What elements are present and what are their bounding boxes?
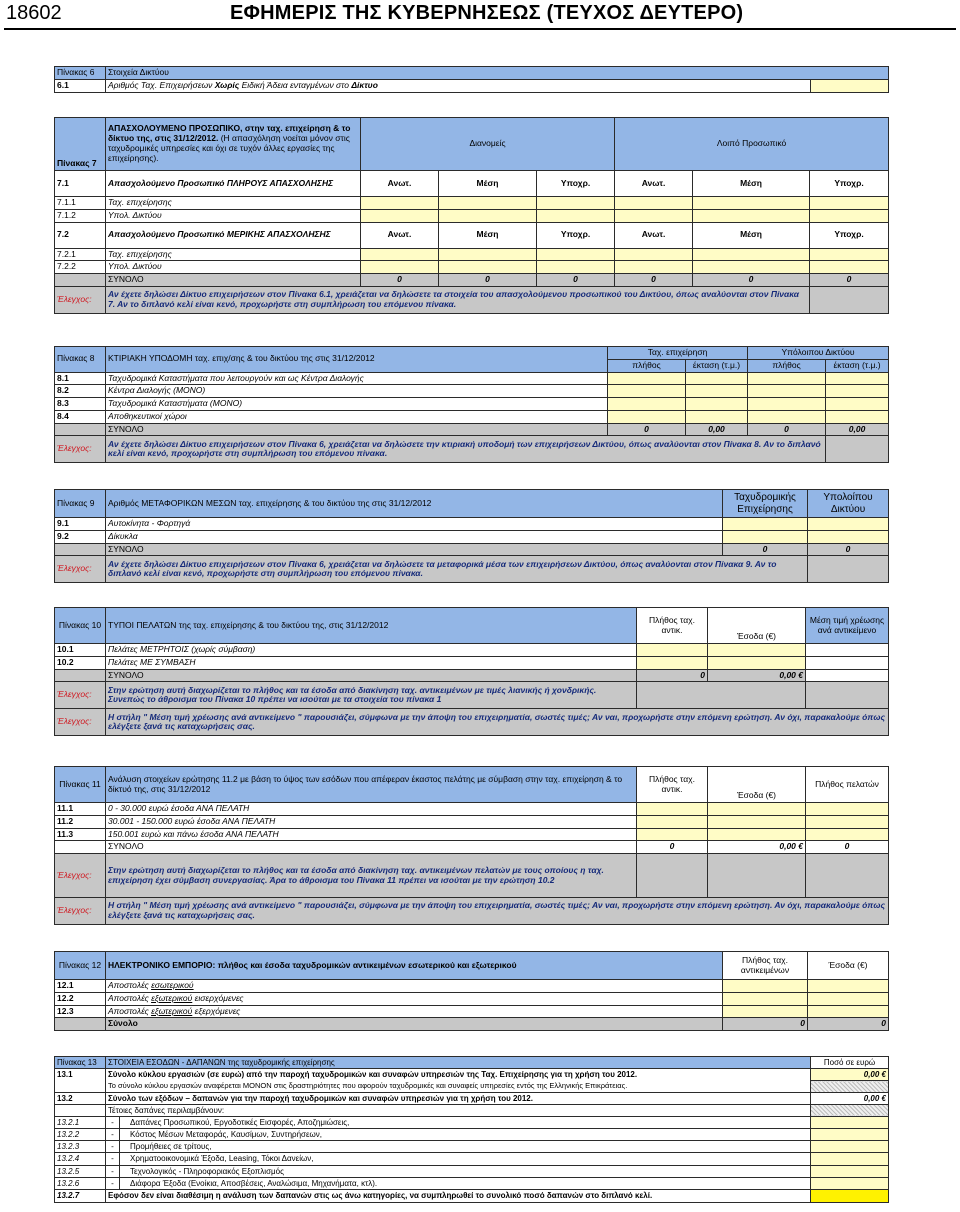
- row-number: 13.2.5: [55, 1165, 106, 1177]
- table-row: [55, 1153, 889, 1165]
- row-note: Το σύνολο κύκλου εργασιών αναφέρεται ΜΟΝΟΝ στις δραστηριότητες που αφορούν ταχυδρομικές και συναφείς υπηρεσίες εντός της Ελληνικής Επικράτειας.: [106, 1081, 811, 1092]
- check-label: Έλεγχος:: [55, 286, 106, 313]
- total-row: [55, 1018, 889, 1031]
- input-cell[interactable]: [811, 80, 889, 93]
- group-couriers: Διανομείς: [361, 118, 615, 171]
- total-value: 0: [748, 423, 826, 436]
- table-row: [55, 828, 889, 841]
- row-label: Δίκυκλα: [106, 530, 723, 543]
- row-dash: -: [106, 1129, 120, 1141]
- table-13-title: ΣΤΟΙΧΕΙΑ ΕΣΟΔΩΝ - ΔΑΠΑΝΩΝ της ταχυδρομικής επιχείρησης: [106, 1057, 811, 1069]
- input-cell[interactable]: [637, 828, 708, 841]
- check-label: Έλεγχος:: [55, 854, 106, 898]
- group-company: Ταχ. επιχείρηση: [608, 347, 748, 360]
- col-header: Υποχρ.: [810, 222, 889, 248]
- input-cell[interactable]: [810, 261, 889, 274]
- input-cell[interactable]: [806, 815, 889, 828]
- check-text: Στην ερώτηση αυτή διαχωρίζεται το πλήθος και τα έσοδα από διακίνηση ταχ. αντικειμένων με τιμές λιανικής ή χονδρικής. Συνεπώς το άθροισμα του Πίνακα 10 πρέπει να ισούται με τα στοιχεία του πίνακα 1: [106, 682, 637, 709]
- table-row: [55, 1177, 889, 1189]
- input-cell[interactable]: [686, 410, 748, 423]
- input-cell[interactable]: [708, 644, 806, 657]
- table-9: [54, 489, 889, 583]
- row-label: Υπολ. Δικτύου: [106, 261, 361, 274]
- table-row: [55, 656, 889, 669]
- computed-cell: [806, 644, 889, 657]
- input-cell[interactable]: [608, 385, 686, 398]
- table-row: [55, 261, 889, 274]
- col-header: Υποχρ.: [810, 171, 889, 197]
- row-label: Απασχολούμενο Προσωπικό ΠΛΗΡΟΥΣ ΑΠΑΣΧΟΛΗΣΗΣ: [106, 171, 361, 197]
- input-cell[interactable]: [637, 644, 708, 657]
- input-cell[interactable]: [615, 248, 693, 261]
- input-cell[interactable]: [748, 385, 826, 398]
- col-header: Ανωτ.: [615, 171, 693, 197]
- table-row: [55, 209, 889, 222]
- table-6-title: Στοιχεία Δικτύου: [106, 67, 889, 80]
- total-value: 0: [537, 274, 615, 287]
- check-row: [55, 436, 889, 463]
- col-header: πλήθος: [748, 359, 826, 372]
- row-label: Αποστολές εξωτερικού εισερχόμενες: [106, 992, 723, 1005]
- input-cell[interactable]: [826, 385, 889, 398]
- input-cell[interactable]: [439, 261, 537, 274]
- input-cell[interactable]: [826, 410, 889, 423]
- input-cell[interactable]: [808, 980, 889, 993]
- input-cell[interactable]: [537, 248, 615, 261]
- col-header: Πλήθος πελατών: [806, 767, 889, 803]
- check-result-cell: [806, 854, 889, 898]
- col-header: Έσοδα (€): [708, 608, 806, 644]
- col-header: Έσοδα (€): [808, 952, 889, 980]
- row-label: Υπολ. Δικτύου: [106, 209, 361, 222]
- input-cell[interactable]: [708, 803, 806, 816]
- input-cell[interactable]: [748, 372, 826, 385]
- amount-cell: 0,00 €: [811, 1092, 889, 1104]
- hatched-cell: [811, 1104, 889, 1116]
- table-8-label: Πίνακας 8: [55, 347, 106, 373]
- row-label: Αποστολές εξωτερικού εξερχόμενες: [106, 1005, 723, 1018]
- check-row: [55, 682, 889, 709]
- input-cell[interactable]: [811, 1177, 889, 1189]
- input-cell[interactable]: [361, 209, 439, 222]
- input-cell[interactable]: [693, 197, 810, 210]
- row-label: Σύνολο κύκλου εργασιών (σε ευρώ) από την παροχή ταχυδρομικών και συναφών υπηρεσιών της Ταχ. Επιχείρησης για τη χρήση του 2012.: [106, 1069, 811, 1081]
- row-number: 11.2: [55, 815, 106, 828]
- input-cell[interactable]: [537, 261, 615, 274]
- input-cell[interactable]: [361, 197, 439, 210]
- table-row: [55, 385, 889, 398]
- row-number: 8.1: [55, 372, 106, 385]
- input-cell[interactable]: [686, 385, 748, 398]
- table-12: [54, 951, 889, 1031]
- table-11-label: Πίνακας 11: [55, 767, 106, 803]
- input-cell[interactable]: [810, 248, 889, 261]
- row-number: 12.1: [55, 980, 106, 993]
- group-other-staff: Λοιπό Προσωπικό: [615, 118, 889, 171]
- input-cell[interactable]: [723, 530, 808, 543]
- row-number: 10.2: [55, 656, 106, 669]
- row-label: Κόστος Μέσων Μεταφοράς, Καυσίμων, Συντηρήσεων,: [120, 1129, 811, 1141]
- col-header: Μέση: [693, 171, 810, 197]
- input-cell[interactable]: [811, 1141, 889, 1153]
- total-row: [55, 543, 889, 556]
- total-label: ΣΥΝΟΛΟ: [106, 543, 723, 556]
- input-cell[interactable]: [537, 209, 615, 222]
- row-number: 7.2.1: [55, 248, 106, 261]
- table-9-label: Πίνακας 9: [55, 490, 106, 518]
- table-row: [55, 980, 889, 993]
- input-cell[interactable]: [723, 518, 808, 531]
- col-header: έκταση (τ.μ.): [686, 359, 748, 372]
- table-10-label: Πίνακας 10: [55, 608, 106, 644]
- check-result-cell: [806, 682, 889, 709]
- total-value: 0: [637, 841, 708, 854]
- row-number: 7.1: [55, 171, 106, 197]
- table-row: [55, 992, 889, 1005]
- total-value: 0: [439, 274, 537, 287]
- check-label: Έλεγχος:: [55, 709, 106, 736]
- table-11-title: Ανάλυση στοιχείων ερώτησης 11.2 με βάση το ύψος των εσόδων που απέφεραν έκαστος πελάτης με σύμβαση στην ταχ. επιχείρηση & το δίκτυό της, στις 31/12/2012: [106, 767, 637, 803]
- group-network: Υπόλοιπου Δικτύου: [748, 347, 889, 360]
- total-value: 0: [693, 274, 810, 287]
- table-row: [55, 530, 889, 543]
- table-row: [55, 803, 889, 816]
- input-cell[interactable]: [693, 248, 810, 261]
- input-cell[interactable]: [810, 197, 889, 210]
- check-result-cell: [637, 682, 806, 709]
- row-number: 13.2.2: [55, 1129, 106, 1141]
- check-label: Έλεγχος:: [55, 682, 106, 709]
- input-cell[interactable]: [806, 828, 889, 841]
- total-row: [55, 274, 889, 287]
- header-rule: [4, 28, 956, 30]
- col-header: Υποχρ.: [537, 222, 615, 248]
- check-text: Στην ερώτηση αυτή διαχωρίζεται το πλήθος και τα έσοδα από διακίνηση ταχ. αντικειμένων πελατών με τους οποίους η ταχ. επιχείρηση έχει σύμβαση συνεργασίας. Άρα το άθροισμα του Πίνακα 11 πρέπει να ισούται με την ερώτηση 10.2: [106, 854, 637, 898]
- check-label: Έλεγχος:: [55, 898, 106, 925]
- row-label: Σύνολο των εξόδων – δαπανών για την παροχή ταχυδρομικών και συναφών υπηρεσιών για τη χρήση του 2012.: [106, 1092, 811, 1104]
- input-cell[interactable]: [615, 197, 693, 210]
- row-number: 13.2.1: [55, 1116, 106, 1128]
- table-row: [55, 1116, 889, 1128]
- col-header: Ανωτ.: [361, 222, 439, 248]
- input-cell[interactable]: [826, 398, 889, 411]
- row-dash: -: [106, 1165, 120, 1177]
- check-text: Αν έχετε δηλώσει Δίκτυο επιχειρήσεων στον Πίνακα 6.1, χρειάζεται να δηλώσετε τα στοιχεία του απασχολούμενου προσωπικού του Δικτύου, όπως αναλύονται στον Πίνακα 7. Αν το διπλανό κελί είναι κενό, προχωρήστε στη συμπλήρωση του επόμενου πίνακα.: [106, 286, 810, 313]
- check-row: [55, 898, 889, 925]
- amount-cell[interactable]: 0,00 €: [811, 1069, 889, 1081]
- row-number: 8.2: [55, 385, 106, 398]
- input-cell[interactable]: [686, 398, 748, 411]
- input-cell[interactable]: [708, 815, 806, 828]
- row-number: 10.1: [55, 644, 106, 657]
- col-header: Ταχυδρομικής Επιχείρησης: [723, 490, 808, 518]
- row-label: Ταχ. επιχείρησης: [106, 248, 361, 261]
- table-7-title: ΑΠΑΣΧΟΛΟΥΜΕΝΟ ΠΡΟΣΩΠΙΚΟ, στην ταχ. επιχείρηση & το δίκτυο της, στις 31/12/2012. (Η απασχόληση νοείται μόνον στις ταχυδρομικές υπηρεσίες και όχι σε τυχόν άλλες εργασίες της επιχείρησης).: [106, 118, 361, 171]
- table-row: [55, 197, 889, 210]
- check-result-cell: [637, 854, 708, 898]
- table-row: [55, 1190, 889, 1203]
- table-11: [54, 766, 889, 925]
- row-number: 8.4: [55, 410, 106, 423]
- row-number: 7.1.2: [55, 209, 106, 222]
- col-header: Έσοδα (€): [708, 767, 806, 803]
- table-row: [55, 644, 889, 657]
- check-result-cell: [708, 854, 806, 898]
- check-row: [55, 556, 889, 583]
- check-label: Έλεγχος:: [55, 556, 106, 583]
- input-cell[interactable]: [808, 530, 889, 543]
- table-row: [55, 398, 889, 411]
- input-cell[interactable]: [808, 1005, 889, 1018]
- row-label: Προμήθειες σε τρίτους,: [120, 1141, 811, 1153]
- total-value: 0: [723, 543, 808, 556]
- total-value: 0: [615, 274, 693, 287]
- col-header: Ποσό σε ευρώ: [811, 1057, 889, 1069]
- row-label: Εφόσον δεν είναι διαθέσιμη η ανάλυση των δαπανών στις ως άνω κατηγορίες, να συμπληρωθεί το συνολικό ποσό δαπανών στο διπλανό κελί.: [106, 1190, 811, 1203]
- total-row: [55, 841, 889, 854]
- total-value: 0: [637, 669, 708, 682]
- row-number: 13.2: [55, 1092, 106, 1104]
- input-cell[interactable]: [361, 248, 439, 261]
- total-value: 0: [810, 274, 889, 287]
- input-cell[interactable]: [723, 992, 808, 1005]
- input-cell[interactable]: [811, 1190, 889, 1203]
- col-header: Πλήθος ταχ. αντικ.: [637, 608, 708, 644]
- row-label: 150.001 ευρώ και πάνω έσοδα ΑΝΑ ΠΕΛΑΤΗ: [106, 828, 637, 841]
- input-cell[interactable]: [361, 261, 439, 274]
- table-12-title: ΗΛΕΚΤΡΟΝΙΚΟ ΕΜΠΟΡΙΟ: πλήθος και έσοδα ταχυδρομικών αντικειμένων εσωτερικού και εξωτερικού: [106, 952, 723, 980]
- input-cell[interactable]: [810, 209, 889, 222]
- page-title: ΕΦΗΜΕΡΙΣ ΤΗΣ ΚΥΒΕΡΝΗΣΕΩΣ (ΤΕΥΧΟΣ ΔΕΥΤΕΡΟ): [230, 2, 744, 24]
- table-9-title: Αριθμός ΜΕΤΑΦΟΡΙΚΩΝ ΜΕΣΩΝ ταχ. επιχείρησης & του δικτύου της στις 31/12/2012: [106, 490, 723, 518]
- table-8: [54, 346, 889, 463]
- col-header: Πλήθος ταχ. αντικ.: [637, 767, 708, 803]
- col-header: Μέση τιμή χρέωσης ανά αντικείμενο: [806, 608, 889, 644]
- row-number: 9.1: [55, 518, 106, 531]
- input-cell[interactable]: [637, 803, 708, 816]
- check-row: [55, 709, 889, 736]
- total-value: 0: [808, 543, 889, 556]
- input-cell[interactable]: [439, 248, 537, 261]
- total-label: Σύνολο: [106, 1018, 723, 1031]
- table-row: [55, 518, 889, 531]
- input-cell[interactable]: [537, 197, 615, 210]
- check-result-cell: [810, 286, 889, 313]
- input-cell[interactable]: [608, 410, 686, 423]
- total-row: [55, 423, 889, 436]
- row-dash: -: [106, 1153, 120, 1165]
- input-cell[interactable]: [693, 209, 810, 222]
- input-cell[interactable]: [723, 980, 808, 993]
- col-header: έκταση (τ.μ.): [826, 359, 889, 372]
- row-label: Κέντρα Διαλογής (ΜΟΝΟ): [106, 385, 608, 398]
- row-label: Δαπάνες Προσωπικού, Εργοδοτικές Εισφορές, Αποζημιώσεις,: [120, 1116, 811, 1128]
- input-cell[interactable]: [708, 828, 806, 841]
- total-value: 0,00 €: [708, 841, 806, 854]
- input-cell[interactable]: [826, 372, 889, 385]
- table-10-title: ΤΥΠΟΙ ΠΕΛΑΤΩΝ της ταχ. επιχείρησης & του δικτύου της, στις 31/12/2012: [106, 608, 637, 644]
- row-label: Αυτοκίνητα - Φορτηγά: [106, 518, 723, 531]
- total-value: 0,00 €: [708, 669, 806, 682]
- input-cell[interactable]: [748, 410, 826, 423]
- table-row: [55, 410, 889, 423]
- table-8-title: ΚΤΙΡΙΑΚΗ ΥΠΟΔΟΜΗ ταχ. επιχ/σης & του δικτύου της στις 31/12/2012: [106, 347, 608, 373]
- row-label: Πελάτες ΜΕ ΣΥΜΒΑΣΗ: [106, 656, 637, 669]
- row-number: 7.2: [55, 222, 106, 248]
- row-label: Απασχολούμενο Προσωπικό ΜΕΡΙΚΗΣ ΑΠΑΣΧΟΛΗΣΗΣ: [106, 222, 361, 248]
- check-row: [55, 286, 889, 313]
- total-value: 0: [808, 1018, 889, 1031]
- row-label: Αποστολές εσωτερικού: [106, 980, 723, 993]
- total-label: ΣΥΝΟΛΟ: [106, 841, 637, 854]
- table-row: [55, 80, 889, 93]
- col-header: Ανωτ.: [361, 171, 439, 197]
- row-number: 13.1: [55, 1069, 106, 1092]
- row-number: 8.3: [55, 398, 106, 411]
- col-header: Πλήθος ταχ. αντικειμένων: [723, 952, 808, 980]
- page-number: 18602: [6, 2, 62, 24]
- row-number: 7.1.1: [55, 197, 106, 210]
- check-text: Η στήλη " Μέση τιμή χρέωσης ανά αντικείμενο " παρουσιάζει, σύμφωνα με την άποψη του επιχειρηματία, σωστές τιμές; Αν ναι, προχωρήστε στην επόμενη ερώτηση. Αν όχι, παρακαλούμε όπως ελέγξετε ξανά τις καταχωρήσεις σας.: [106, 898, 889, 925]
- row-note: Τέτοιες δαπάνες περιλαμβάνουν:: [106, 1104, 811, 1116]
- table-13: [54, 1056, 889, 1203]
- table-6-label: Πίνακας 6: [55, 67, 106, 80]
- input-cell[interactable]: [806, 803, 889, 816]
- check-result-cell: [826, 436, 889, 463]
- input-cell[interactable]: [439, 197, 537, 210]
- total-label: ΣΥΝΟΛΟ: [106, 274, 361, 287]
- row-label: Ταχυδρομικά Καταστήματα που λειτουργούν και ως Κέντρα Διαλογής: [106, 372, 608, 385]
- hatched-cell: [811, 1081, 889, 1092]
- row-dash: -: [106, 1141, 120, 1153]
- input-cell[interactable]: [608, 372, 686, 385]
- row-label: Τεχνολογικός - Πληροφοριακός Εξοπλισμός: [120, 1165, 811, 1177]
- row-label: Αποθηκευτικοί χώροι: [106, 410, 608, 423]
- table-row: [55, 1129, 889, 1141]
- col-header: Μέση: [439, 222, 537, 248]
- table-row: [55, 815, 889, 828]
- check-result-cell: [808, 556, 889, 583]
- table-row: [55, 1165, 889, 1177]
- row-label: Διάφορα Έξοδα (Ενοίκια, Αποσβέσεις, Αναλώσιμα, Μηχανήματα, κτλ).: [120, 1177, 811, 1189]
- row-number: 13.2.7: [55, 1190, 106, 1203]
- computed-cell: [806, 656, 889, 669]
- check-text: Η στήλη " Μέση τιμή χρέωσης ανά αντικείμενο " παρουσιάζει, σύμφωνα με την άποψη του επιχειρηματία, σωστές τιμές; Αν ναι, προχωρήστε στην επόμενη ερώτηση. Αν όχι, παρακαλούμε όπως ελέγξετε ξανά τις καταχωρήσεις σας.: [106, 709, 889, 736]
- row-number: 6.1: [55, 80, 106, 93]
- input-cell[interactable]: [811, 1165, 889, 1177]
- row-number: 9.2: [55, 530, 106, 543]
- total-value: 0,00: [686, 423, 748, 436]
- table-10: [54, 607, 889, 736]
- total-value: 0,00: [826, 423, 889, 436]
- input-cell[interactable]: [439, 209, 537, 222]
- input-cell[interactable]: [637, 815, 708, 828]
- row-label: Χρηματοοικονομικά Έξοδα, Leasing, Τόκοι Δανείων,: [120, 1153, 811, 1165]
- row-label: Πελάτες ΜΕΤΡΗΤΟΙΣ (χωρίς σύμβαση): [106, 644, 637, 657]
- row-dash: -: [106, 1116, 120, 1128]
- row-label: 30.001 - 150.000 ευρώ έσοδα ΑΝΑ ΠΕΛΑΤΗ: [106, 815, 637, 828]
- col-header: Μέση: [693, 222, 810, 248]
- table-7: [54, 117, 889, 314]
- input-cell[interactable]: [608, 398, 686, 411]
- col-header: Ανωτ.: [615, 222, 693, 248]
- input-cell[interactable]: [811, 1116, 889, 1128]
- row-dash: -: [106, 1177, 120, 1189]
- table-12-label: Πίνακας 12: [55, 952, 106, 980]
- input-cell[interactable]: [811, 1153, 889, 1165]
- input-cell[interactable]: [811, 1129, 889, 1141]
- row-label: Ταχ. επιχείρησης: [106, 197, 361, 210]
- total-value: 0: [608, 423, 686, 436]
- input-cell[interactable]: [723, 1005, 808, 1018]
- row-number: 11.3: [55, 828, 106, 841]
- table-row: [55, 248, 889, 261]
- row-number: 7.2.2: [55, 261, 106, 274]
- row-number: 12.3: [55, 1005, 106, 1018]
- input-cell[interactable]: [748, 398, 826, 411]
- input-cell[interactable]: [615, 261, 693, 274]
- row-label: 0 - 30.000 ευρώ έσοδα ΑΝΑ ΠΕΛΑΤΗ: [106, 803, 637, 816]
- input-cell[interactable]: [637, 656, 708, 669]
- total-value: 0: [723, 1018, 808, 1031]
- input-cell[interactable]: [615, 209, 693, 222]
- row-label: Αριθμός Ταχ. Επιχειρήσεων Χωρίς Ειδική Άδεια ενταγμένων στο Δίκτυο: [106, 80, 811, 93]
- input-cell[interactable]: [708, 656, 806, 669]
- check-text: Αν έχετε δηλώσει Δίκτυο επιχειρήσεων στον Πίνακα 6, χρειάζεται να δηλώσετε τα μεταφορικά μέσα των επιχειρήσεων Δικτύου, όπως αναλύονται στον Πίνακα 9. Αν το διπλανό κελί είναι κενό, προχωρήστε στη συμπλήρωση του επόμενου πίνακα.: [106, 556, 808, 583]
- total-value: 0: [806, 841, 889, 854]
- row-number: 12.2: [55, 992, 106, 1005]
- table-7-label: Πίνακας 7: [55, 118, 106, 171]
- col-header: πλήθος: [608, 359, 686, 372]
- total-row: [55, 669, 889, 682]
- table-row: [55, 1141, 889, 1153]
- col-header: Υποχρ.: [537, 171, 615, 197]
- total-label: ΣΥΝΟΛΟ: [106, 423, 608, 436]
- row-number: 13.2.4: [55, 1153, 106, 1165]
- check-label: Έλεγχος:: [55, 436, 106, 463]
- input-cell[interactable]: [686, 372, 748, 385]
- row-number: 11.1: [55, 803, 106, 816]
- table-13-label: Πίνακας 13: [55, 1057, 106, 1069]
- table-row: [55, 1005, 889, 1018]
- check-row: [55, 854, 889, 898]
- total-label: ΣΥΝΟΛΟ: [106, 669, 637, 682]
- col-header: Υπολοίπου Δικτύου: [808, 490, 889, 518]
- table-6: [54, 66, 889, 93]
- row-number: 13.2.6: [55, 1177, 106, 1189]
- row-number: 13.2.3: [55, 1141, 106, 1153]
- table-row: [55, 372, 889, 385]
- input-cell[interactable]: [808, 992, 889, 1005]
- input-cell[interactable]: [693, 261, 810, 274]
- total-value: 0: [361, 274, 439, 287]
- computed-cell: [806, 669, 889, 682]
- row-label: Ταχυδρομικά Καταστήματα (ΜΟΝΟ): [106, 398, 608, 411]
- col-header: Μέση: [439, 171, 537, 197]
- input-cell[interactable]: [808, 518, 889, 531]
- check-text: Αν έχετε δηλώσει Δίκτυο επιχειρήσεων στον Πίνακα 6, χρειάζεται να δηλώσετε την κτιριακή υποδομή των επιχειρήσεων Δικτύου, όπως αναλύονται στον Πίνακα 8. Αν το διπλανό κελί είναι κενό, προχωρήστε στη συμπλήρωση του επόμενου πίνακα.: [106, 436, 826, 463]
